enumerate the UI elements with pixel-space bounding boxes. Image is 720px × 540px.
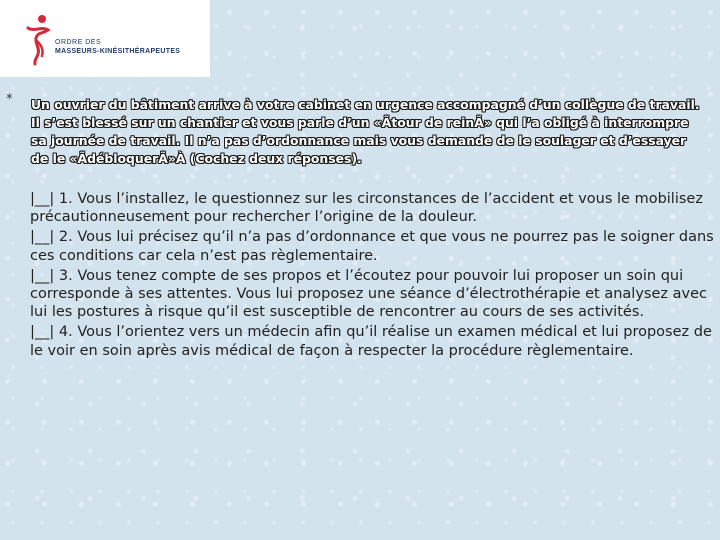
answer-option-1[interactable] bbox=[30, 190, 714, 226]
question-text: Un ouvrier du bâtiment arrive à votre cabinet en urgence accompagné d’un collègue de travail. Il s’est blessé sur un chantier et vous parle d’un «Ãtour de reinÃ» qui l’a obligé à interrompre sa journée de travail. Il n’a pas d’ordonnance mais vous demande de le soulager et d’essayer de le «ÃdébloquerÃ»À (Cochez deux réponses). bbox=[31, 97, 700, 166]
answer-option-4[interactable] bbox=[30, 323, 714, 359]
checkbox-1[interactable]: |__| bbox=[30, 191, 55, 207]
checkbox-2[interactable]: |__| bbox=[30, 229, 55, 246]
bullet-mark: * bbox=[6, 92, 13, 107]
answer-text-3: 3. Vous tenez compte de ses propos et l’écoutez pour pouvoir lui proposer un soin qui corresponde à ses attentes. Vous lui proposez une séance d’électrothérapie et analysez avec lui les postures à risque qu’il est susceptible de rencontrer au cours de ses activités. bbox=[30, 267, 707, 321]
answer-text-2: 2. Vous lui précisez qu’il n’a pas d’ordonnance et que vous ne pourrez pas le soigner dans ces conditions car cela n’est pas règlementaire. bbox=[30, 229, 714, 264]
checkbox-4[interactable]: |__| bbox=[30, 324, 55, 341]
logo bbox=[0, 0, 210, 77]
answer-text-4: 4. Vous l’orientez vers un médecin afin qu’il réalise un examen médical et lui proposez de le voir en soin après avis médical de façon à respecter la procédure règlementaire. bbox=[30, 324, 712, 359]
answer-text-1: 1. Vous l’installez, le questionnez sur les circonstances de l’accident et vous le mobilisez précautionneusement pour rechercher l’origine de la douleur. bbox=[30, 191, 703, 226]
logo-text bbox=[55, 38, 180, 56]
checkbox-3[interactable]: |__| bbox=[30, 267, 55, 284]
logo-line1: ORDRE DES bbox=[55, 39, 102, 46]
logo-line2: MASSEURS-KINÉSITHÉRAPEUTES bbox=[55, 48, 181, 55]
answer-list bbox=[30, 190, 714, 360]
kinesitherapist-figure-icon bbox=[26, 14, 52, 66]
answer-option-3[interactable] bbox=[30, 267, 714, 322]
answer-option-2[interactable] bbox=[30, 228, 714, 264]
